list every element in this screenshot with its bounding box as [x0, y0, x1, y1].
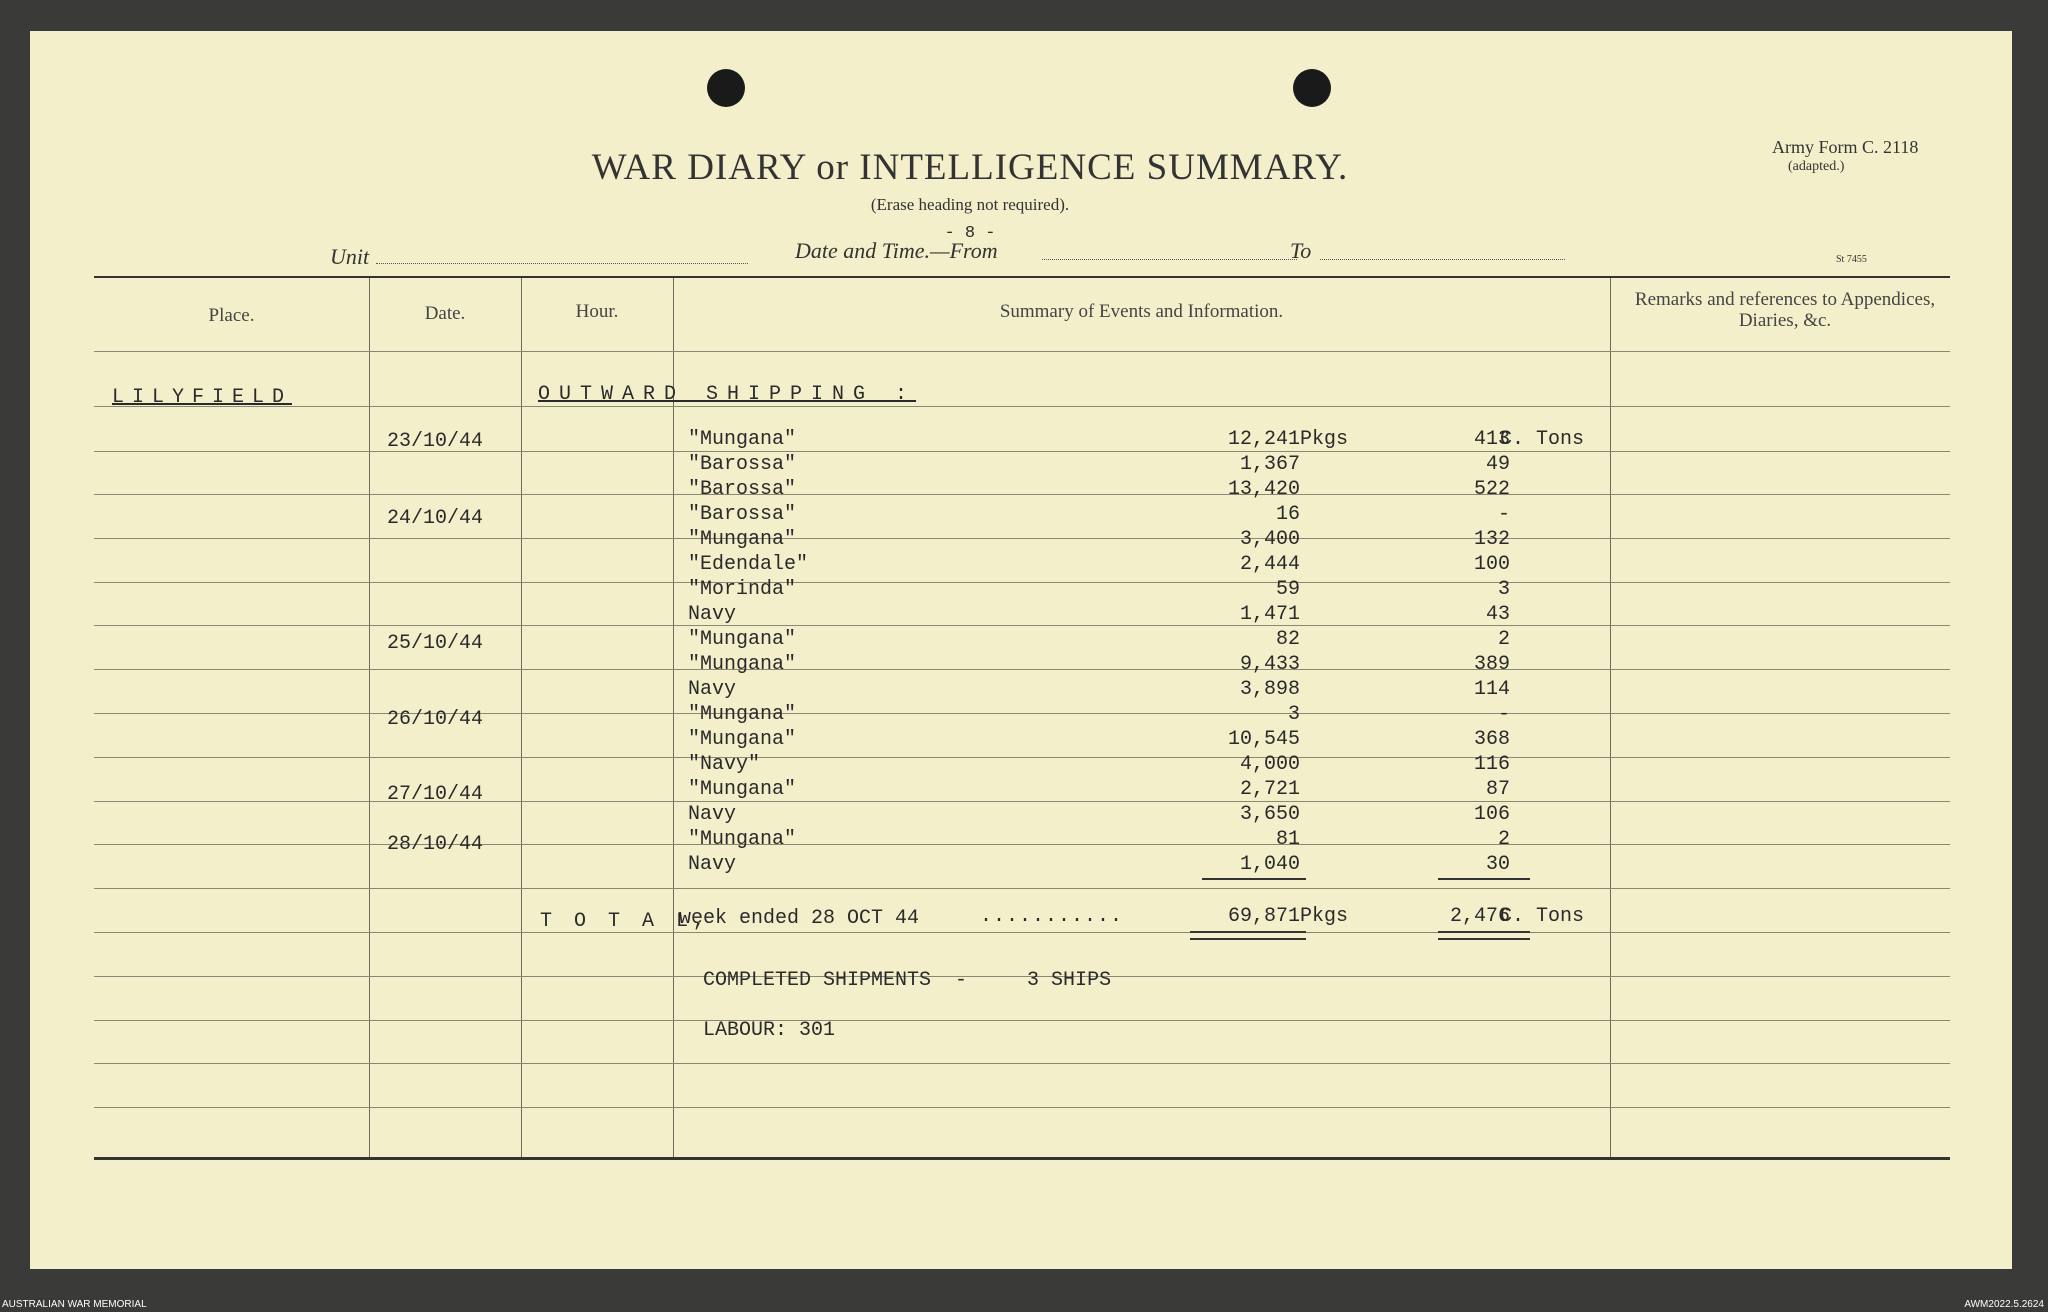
ship-name: "Mungana"	[688, 428, 797, 451]
print-code: St 7455	[1836, 254, 1867, 265]
tons-value: 522	[1473, 478, 1510, 501]
column-header-date: Date.	[424, 303, 466, 324]
ruled-line	[94, 801, 1950, 802]
ruled-line	[94, 538, 1950, 539]
date-entry: 26/10/44	[387, 708, 484, 731]
packages-value: 81	[1275, 828, 1300, 851]
form-code: Army Form C. 2118	[1772, 137, 1919, 157]
total-leader-dots: ...........	[980, 905, 1124, 928]
packages-value: 16	[1275, 503, 1300, 526]
ruled-line	[94, 669, 1950, 670]
ship-name: "Mungana"	[688, 653, 797, 676]
total-tons-unit: C. Tons	[1500, 905, 1585, 928]
packages-value: 1,367	[1239, 453, 1300, 476]
ruled-line	[94, 888, 1950, 889]
header-rule	[94, 351, 1950, 352]
ship-name: "Mungana"	[688, 778, 797, 801]
ship-name: "Mungana"	[688, 703, 797, 726]
date-entry: 24/10/44	[387, 507, 484, 530]
tons-value: 2	[1497, 628, 1510, 651]
ruled-line	[94, 1063, 1950, 1064]
total-packages-unit: Pkgs	[1300, 905, 1349, 928]
packages-value: 13,420	[1227, 478, 1300, 501]
form-title: WAR DIARY or INTELLIGENCE SUMMARY.	[591, 147, 1349, 188]
column-divider	[369, 278, 370, 1157]
total-double-rule	[1190, 931, 1306, 940]
column-divider	[1610, 278, 1611, 1157]
diary-page	[30, 31, 2012, 1269]
tons-value: 368	[1473, 728, 1510, 751]
column-divider	[521, 278, 522, 1157]
from-field	[1042, 259, 1297, 260]
page-number: - 8 -	[944, 224, 996, 243]
ruled-line	[94, 451, 1950, 452]
tons-unit: C. Tons	[1500, 428, 1585, 451]
form-adapted: (adapted.)	[1788, 159, 1845, 174]
packages-value: 59	[1275, 578, 1300, 601]
packages-value: 9,433	[1239, 653, 1300, 676]
ruled-line	[94, 625, 1950, 626]
packages-value: 82	[1275, 628, 1300, 651]
total-packages: 69,871	[1227, 905, 1300, 928]
tons-value: 413	[1473, 428, 1510, 451]
packages-unit: Pkgs	[1300, 428, 1349, 451]
column-header-remarks: Remarks and references to Appendices, Diaries, &c.	[1634, 289, 1936, 331]
table-bottom-rule	[94, 1157, 1950, 1160]
total-tons: 2,476	[1449, 905, 1510, 928]
completed-shipments: COMPLETED SHIPMENTS - 3 SHIPS	[703, 969, 1112, 992]
ship-name: "Edendale"	[688, 553, 809, 576]
packages-value: 3	[1287, 703, 1300, 726]
total-description: week ended 28 OCT 44	[679, 907, 920, 930]
tons-value: -	[1497, 703, 1510, 726]
date-entry: 27/10/44	[387, 783, 484, 806]
ship-name: Navy	[688, 678, 737, 701]
footer-source: AUSTRALIAN WAR MEMORIAL	[2, 1299, 147, 1310]
ruled-line	[94, 406, 1950, 407]
date-time-label: Date and Time.—From	[795, 238, 998, 263]
packages-value: 2,721	[1239, 778, 1300, 801]
packages-value: 3,400	[1239, 528, 1300, 551]
form-subtitle: (Erase heading not required).	[870, 195, 1070, 214]
tons-value: 106	[1473, 803, 1510, 826]
subtotal-rule	[1202, 878, 1306, 880]
tons-value: 2	[1497, 828, 1510, 851]
section-heading: OUTWARD SHIPPING :	[538, 383, 917, 406]
ship-name: Navy	[688, 603, 737, 626]
tons-value: 87	[1485, 778, 1510, 801]
ship-name: Navy	[688, 803, 737, 826]
date-entry: 25/10/44	[387, 632, 484, 655]
date-entry: 28/10/44	[387, 833, 484, 856]
ship-name: "Navy"	[688, 753, 761, 776]
ruled-line	[94, 844, 1950, 845]
packages-value: 10,545	[1227, 728, 1300, 751]
unit-label: Unit	[330, 244, 370, 269]
tons-value: 49	[1485, 453, 1510, 476]
column-divider	[673, 278, 674, 1157]
labour-count: LABOUR: 301	[703, 1019, 836, 1042]
ship-name: "Mungana"	[688, 828, 797, 851]
ruled-line	[94, 713, 1950, 714]
tons-value: 389	[1473, 653, 1510, 676]
punch-hole-right	[1293, 69, 1331, 107]
ruled-line	[94, 1020, 1950, 1021]
packages-value: 3,650	[1239, 803, 1300, 826]
place-name: LILYFIELD	[112, 386, 293, 409]
table-top-rule	[94, 276, 1950, 278]
date-entry: 23/10/44	[387, 430, 484, 453]
footer-accession: AWM2022.5.2624	[1964, 1299, 2044, 1310]
total-label: T O T A L,	[540, 910, 711, 933]
tons-value: 3	[1497, 578, 1510, 601]
subtotal-rule	[1438, 878, 1530, 880]
packages-value: 1,040	[1239, 853, 1300, 876]
packages-value: 1,471	[1239, 603, 1300, 626]
to-label: To	[1290, 238, 1312, 263]
ruled-line	[94, 494, 1950, 495]
column-header-summary: Summary of Events and Information.	[999, 301, 1284, 322]
packages-value: 3,898	[1239, 678, 1300, 701]
packages-value: 2,444	[1239, 553, 1300, 576]
packages-value: 4,000	[1239, 753, 1300, 776]
punch-hole-left	[707, 69, 745, 107]
ship-name: "Mungana"	[688, 728, 797, 751]
ruled-line	[94, 582, 1950, 583]
ruled-line	[94, 757, 1950, 758]
ship-name: "Morinda"	[688, 578, 797, 601]
column-header-hour: Hour.	[575, 301, 619, 322]
to-field	[1320, 259, 1565, 260]
packages-value: 12,241	[1227, 428, 1300, 451]
total-double-rule	[1438, 931, 1530, 940]
ship-name: "Barossa"	[688, 453, 797, 476]
ship-name: "Barossa"	[688, 503, 797, 526]
column-header-place: Place.	[208, 305, 255, 326]
ship-name: "Mungana"	[688, 528, 797, 551]
tons-value: 116	[1473, 753, 1510, 776]
tons-value: 132	[1473, 528, 1510, 551]
tons-value: 100	[1473, 553, 1510, 576]
tons-value: 43	[1485, 603, 1510, 626]
tons-value: 30	[1485, 853, 1510, 876]
unit-field	[376, 263, 748, 264]
ship-name: "Mungana"	[688, 628, 797, 651]
tons-value: 114	[1473, 678, 1510, 701]
ruled-line	[94, 1107, 1950, 1108]
ruled-line	[94, 932, 1950, 933]
tons-value: -	[1497, 503, 1510, 526]
ship-name: Navy	[688, 853, 737, 876]
ship-name: "Barossa"	[688, 478, 797, 501]
